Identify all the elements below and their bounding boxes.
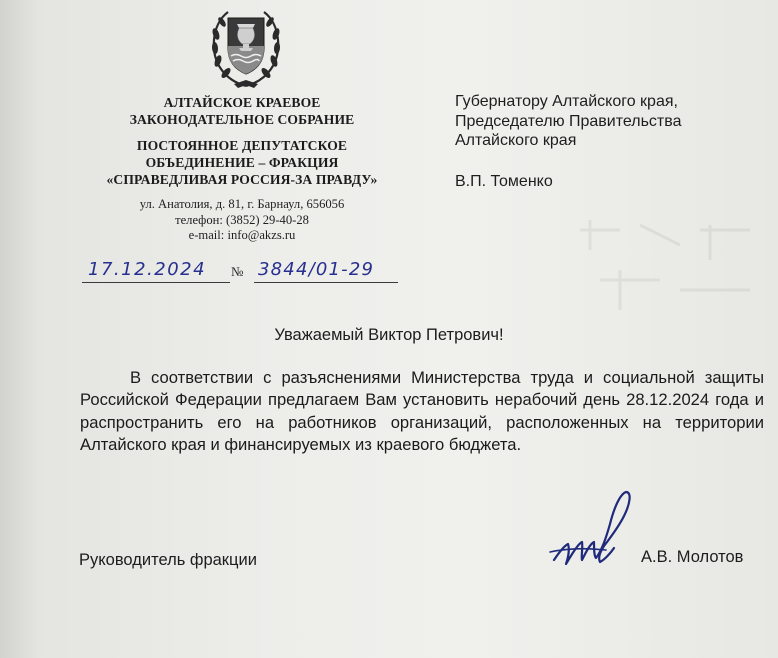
registration-date: 17.12.2024 [82,258,230,283]
signer-role: Руководитель фракции [79,551,257,569]
addressee-line2: Председателю Правительства [455,112,682,130]
letter-body: В соответствии с разъяснениями Министерства труда и социальной защиты Российской Федерации предлагаем Вам установить нерабочий день 28.12.2024 года и распространить его на работников организаций, расположенных на территории Алтайского края и финансируемых из краевого бюджета. [80,368,764,455]
sender-email: e-mail: info@akzs.ru [188,228,296,242]
sender-org [62,94,422,128]
signer-name: А.В. Молотов [641,548,744,566]
altai-krai-coat-of-arms-icon [206,4,286,90]
sender-faction [62,137,422,188]
registration-number-label: № [231,264,244,279]
sender-faction-line3: «СПРАВЕДЛИВАЯ РОССИЯ-ЗА ПРАВДУ» [106,172,378,187]
sender-org-line1: АЛТАЙСКОЕ КРАЕВОЕ [163,95,321,110]
handwritten-signature [548,488,643,573]
salutation: Уважаемый Виктор Петрович! [274,326,504,344]
registration-number: 3844/01-29 [254,258,398,283]
addressee-block [455,92,755,151]
sender-faction-line1: ПОСТОЯННОЕ ДЕПУТАТСКОЕ [136,138,348,153]
addressee-name: В.П. Томенко [455,173,553,190]
sender-faction-line2: ОБЪЕДИНЕНИЕ – ФРАКЦИЯ [145,155,339,170]
sender-contacts [62,197,422,244]
sender-address: ул. Анатолия, д. 81, г. Барнаул, 656056 [139,197,345,211]
addressee-line3: Алтайского края [455,132,577,149]
registration-line [82,258,412,286]
sender-org-line2: ЗАКОНОДАТЕЛЬНОЕ СОБРАНИЕ [129,112,355,127]
addressee-line1: Губернатору Алтайского края, [455,93,678,110]
bleed-through-marks [560,210,770,330]
sender-phone: телефон: (3852) 29-40-28 [175,212,309,227]
